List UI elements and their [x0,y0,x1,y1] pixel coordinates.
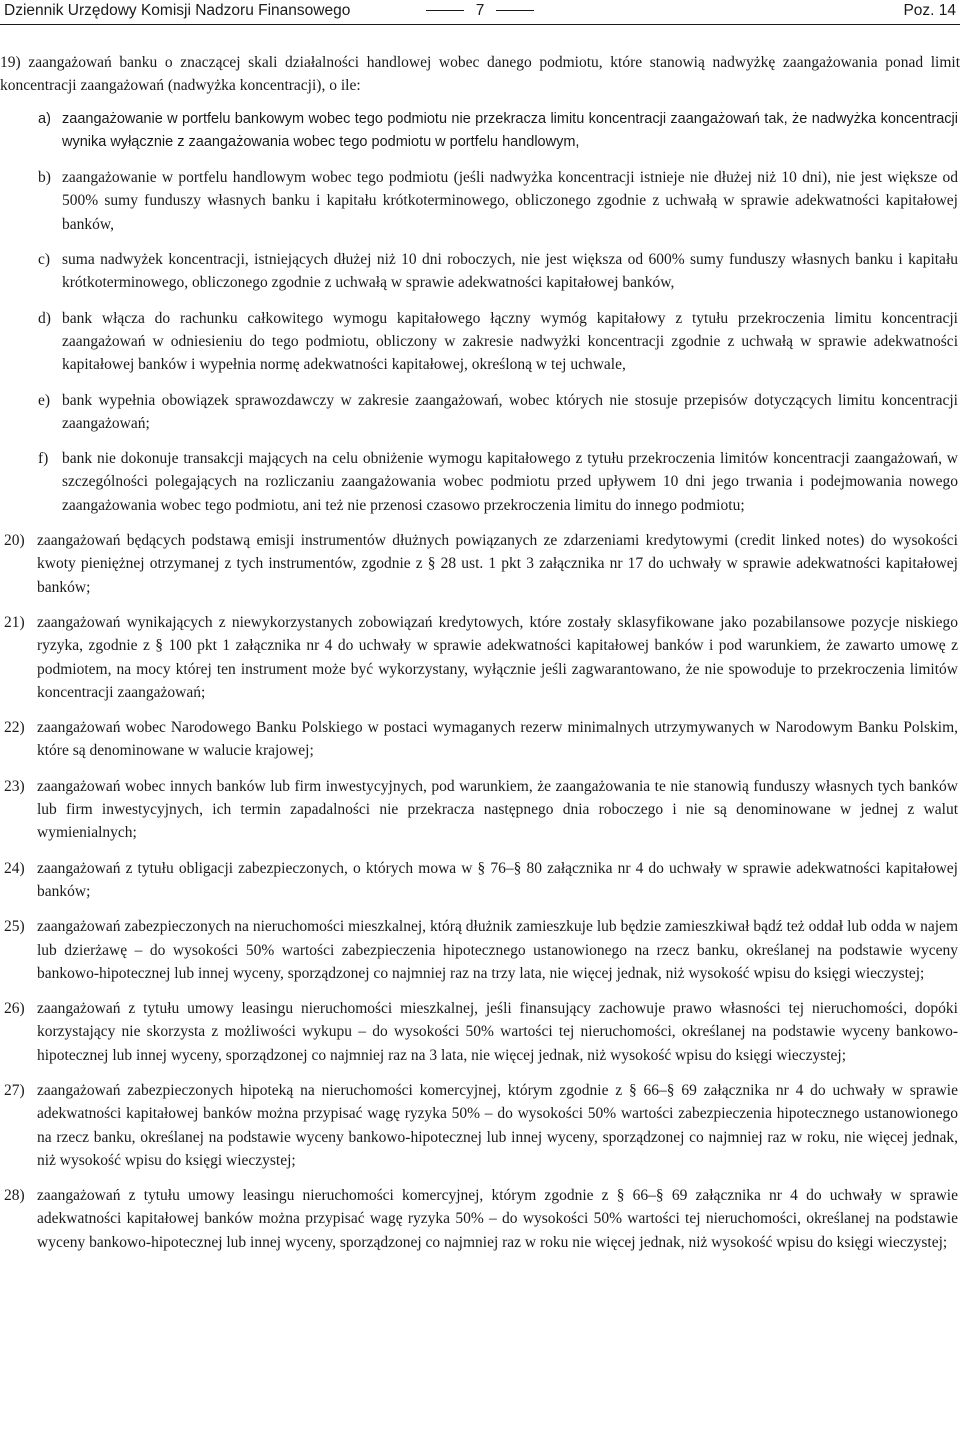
list-item-23 [0,775,960,845]
sub-item-letter: b) [38,169,51,187]
position-label: Poz. 14 [903,2,956,19]
item-number: 19) [0,54,21,71]
page-number-dash-right [496,10,534,11]
list-item-19 [0,51,960,98]
sub-item-text: bank nie dokonuje transakcji mających na celu obniżenie wymogu kapitałowego z tytułu przekroczenia limitów koncentracji zaangażowań, w szczególności polegających na rozliczaniu zaangażowania wobec podmiotu przed upływem 10 dni jego trwania i podejmowania nowego zaangażowania wobec tego podmiotu, ani też nie przenosi czasowo przekroczenia limitu do innego podmiotu; [62,450,958,514]
sub-item-f [0,447,960,517]
list-item-20 [0,529,960,599]
item-text: zaangażowań wobec Narodowego Banku Polskiego w postaci wymaganych rezerw minimalnych utrzymywanych w Narodowym Banku Polskim, które są denominowane w walucie krajowej; [37,719,958,760]
sub-item-text: suma nadwyżek koncentracji, istniejących dłużej niż 10 dni roboczych, nie jest większa od 600% sumy funduszy własnych banku i kapitału krótkoterminowego, obliczonego zgodnie z uchwałą w sprawie adekwatności kapitałowej banków, [62,251,958,292]
sub-item-d [0,307,960,377]
page-number [0,0,960,22]
sub-item-letter: a) [38,110,51,127]
sub-item-text: zaangażowanie w portfelu bankowym wobec tego podmiotu nie przekracza limitu koncentracji zaangażowań tak, że nadwyżka koncentracji wynika wyłącznie z zaangażowania wobec tego podmiotu w portfelu handlowym, [62,110,958,150]
item-number: 27) [4,1081,25,1099]
item-number: 26) [4,1000,25,1018]
sub-item-b [0,166,960,236]
page-number-value: 7 [475,2,485,19]
sub-item-letter: f) [38,450,49,468]
item-text: zaangażowań zabezpieczonych na nieruchomości mieszkalnej, którą dłużnik zamieszkuje lub będzie zamieszkiwał bądź też oddał lub odda w najem lub dzierżawę – do wysokości 50% wartości zabezpieczenia hipotecznego ustanowionego na rzecz banku, określanej na podstawie wyceny bankowo-hipotecznej lub innej wyceny, sporządzonej co najmniej raz na trzy lata, nie więcej jednak, niż wysokość wpisu do księgi wieczystej; [37,918,958,982]
item-number: 23) [4,777,25,795]
page-number-dash-left [426,10,464,11]
item-number: 24) [4,859,25,877]
item-number: 20) [4,532,25,550]
list-item-22 [0,716,960,763]
item-number: 28) [4,1187,25,1205]
list-item-26 [0,997,960,1067]
item-number: 25) [4,918,25,936]
sub-item-letter: e) [38,391,51,409]
list-item-25 [0,915,960,985]
list-item-28 [0,1184,960,1254]
page-header [0,0,960,26]
item-text: zaangażowań będących podstawą emisji instrumentów dłużnych powiązanych ze zdarzeniami kredytowymi (credit linked notes) do wysokości kwoty pieniężnej otrzymanej z tych instrumentów, zgodnie z § 28 ust. 1 pkt 3 załącznika nr 17 do uchwały w sprawie adekwatności kapitałowej banków; [37,532,958,596]
item-text: zaangażowań z tytułu obligacji zabezpieczonych, o których mowa w § 76–§ 80 załącznika nr 4 do uchwały w sprawie adekwatności kapitałowej banków; [37,859,958,900]
sub-item-e [0,389,960,436]
sub-item-letter: c) [38,251,51,269]
item-number: 21) [4,613,25,631]
sub-item-text: bank włącza do rachunku całkowitego wymogu kapitałowego łączny wymóg kapitałowy z tytułu przekroczenia limitu koncentracji zaangażowań w odniesieniu do tego podmiotu, obliczony w zakresie nadwyżki koncentracji zgodnie z uchwałą w sprawie adekwatności kapitałowej banków i wypełnia normę adekwatności kapitałowej, określoną w tej uchwale, [62,309,958,374]
item-text: zaangażowań z tytułu umowy leasingu nieruchomości mieszkalnej, jeśli finansujący zachowuje prawo własności tej nieruchomości, dopóki korzystający nie skorzysta z możliwości wykupu – do wysokości 50% wartości tej nieruchomości, określanej na podstawie wyceny bankowo-hipotecznej lub innej wyceny, sporządzonej co najmniej raz na 3 lata, nie więcej jednak, niż wysokość wpisu do księgi wieczystej; [37,1000,958,1064]
sub-item-letter: d) [38,309,51,327]
item-text: zaangażowań banku o znaczącej skali działalności handlowej wobec danego podmiotu, które stanowią nadwyżkę zaangażowania ponad limit koncentracji zaangażowań (nadwyżka koncentracji), o ile: [0,54,960,95]
journal-title: Dziennik Urzędowy Komisji Nadzoru Finansowego [4,2,351,19]
sub-item-c [0,248,960,295]
sub-item-text: bank wypełnia obowiązek sprawozdawczy w zakresie zaangażowań, wobec których nie stosuje przepisów dotyczących limitu koncentracji zaangażowań; [62,391,958,432]
list-item-27 [0,1079,960,1172]
document-body [0,51,960,1254]
item-text: zaangażowań zabezpieczonych hipoteką na nieruchomości komercyjnej, którym zgodnie z § 66–§ 69 załącznika nr 4 do uchwały w sprawie adekwatności kapitałowej banków można przypisać wagę ryzyka 50% – do wysokości 50% wartości zabezpieczenia hipotecznego ustanowionego na rzecz banku, określanej na podstawie wyceny bankowo-hipotecznej lub innej wyceny, sporządzonej co najmniej raz w roku, nie więcej jednak, niż wysokość wpisu do księgi wieczystej; [37,1081,958,1169]
header-rule [0,24,960,25]
item-text: zaangażowań wobec innych banków lub firm inwestycyjnych, pod warunkiem, że zaangażowania te nie stanowią funduszy własnych tych banków lub firm inwestycyjnych, ich termin zapadalności nie przekracza następnego dnia roboczego i nie są denominowane w jednej z walut wymienialnych; [37,777,958,842]
item-text: zaangażowań z tytułu umowy leasingu nieruchomości komercyjnej, którym zgodnie z § 66–§ 69 załącznika nr 4 do uchwały w sprawie adekwatności kapitałowej banków można przypisać wagę ryzyka 50% – do wysokości 50% wartości tej nieruchomości, określanej na podstawie wyceny bankowo-hipotecznej lub innej wyceny, sporządzonej co najmniej raz w roku nie więcej jednak, niż wysokość wpisu do księgi wieczystej; [37,1187,958,1251]
list-item-21 [0,611,960,704]
sub-item-text: zaangażowanie w portfelu handlowym wobec tego podmiotu (jeśli nadwyżka koncentracji istnieje nie dłużej niż 10 dni), nie jest większe od 500% sumy funduszy własnych banku i kapitału krótkoterminowego, obliczonego zgodnie z uchwałą w sprawie adekwatności kapitałowej banków, [62,169,958,233]
item-number: 22) [4,719,25,737]
sub-item-a [0,108,960,155]
item-text: zaangażowań wynikających z niewykorzystanych zobowiązań kredytowych, które zostały sklasyfikowane jako pozabilansowe pozycje niskiego ryzyka, zgodnie z § 100 pkt 1 załącznika nr 4 do uchwały w sprawie adekwatności kapitałowej banków i pod warunkiem, że zawarto umowę z podmiotem, na mocy której ten instrument może być wykorzystany, wyłącznie jeśli zagwarantowano, że nie spowoduje to przekroczenia limitów koncentracji zaangażowań; [37,613,958,701]
list-item-24 [0,857,960,904]
